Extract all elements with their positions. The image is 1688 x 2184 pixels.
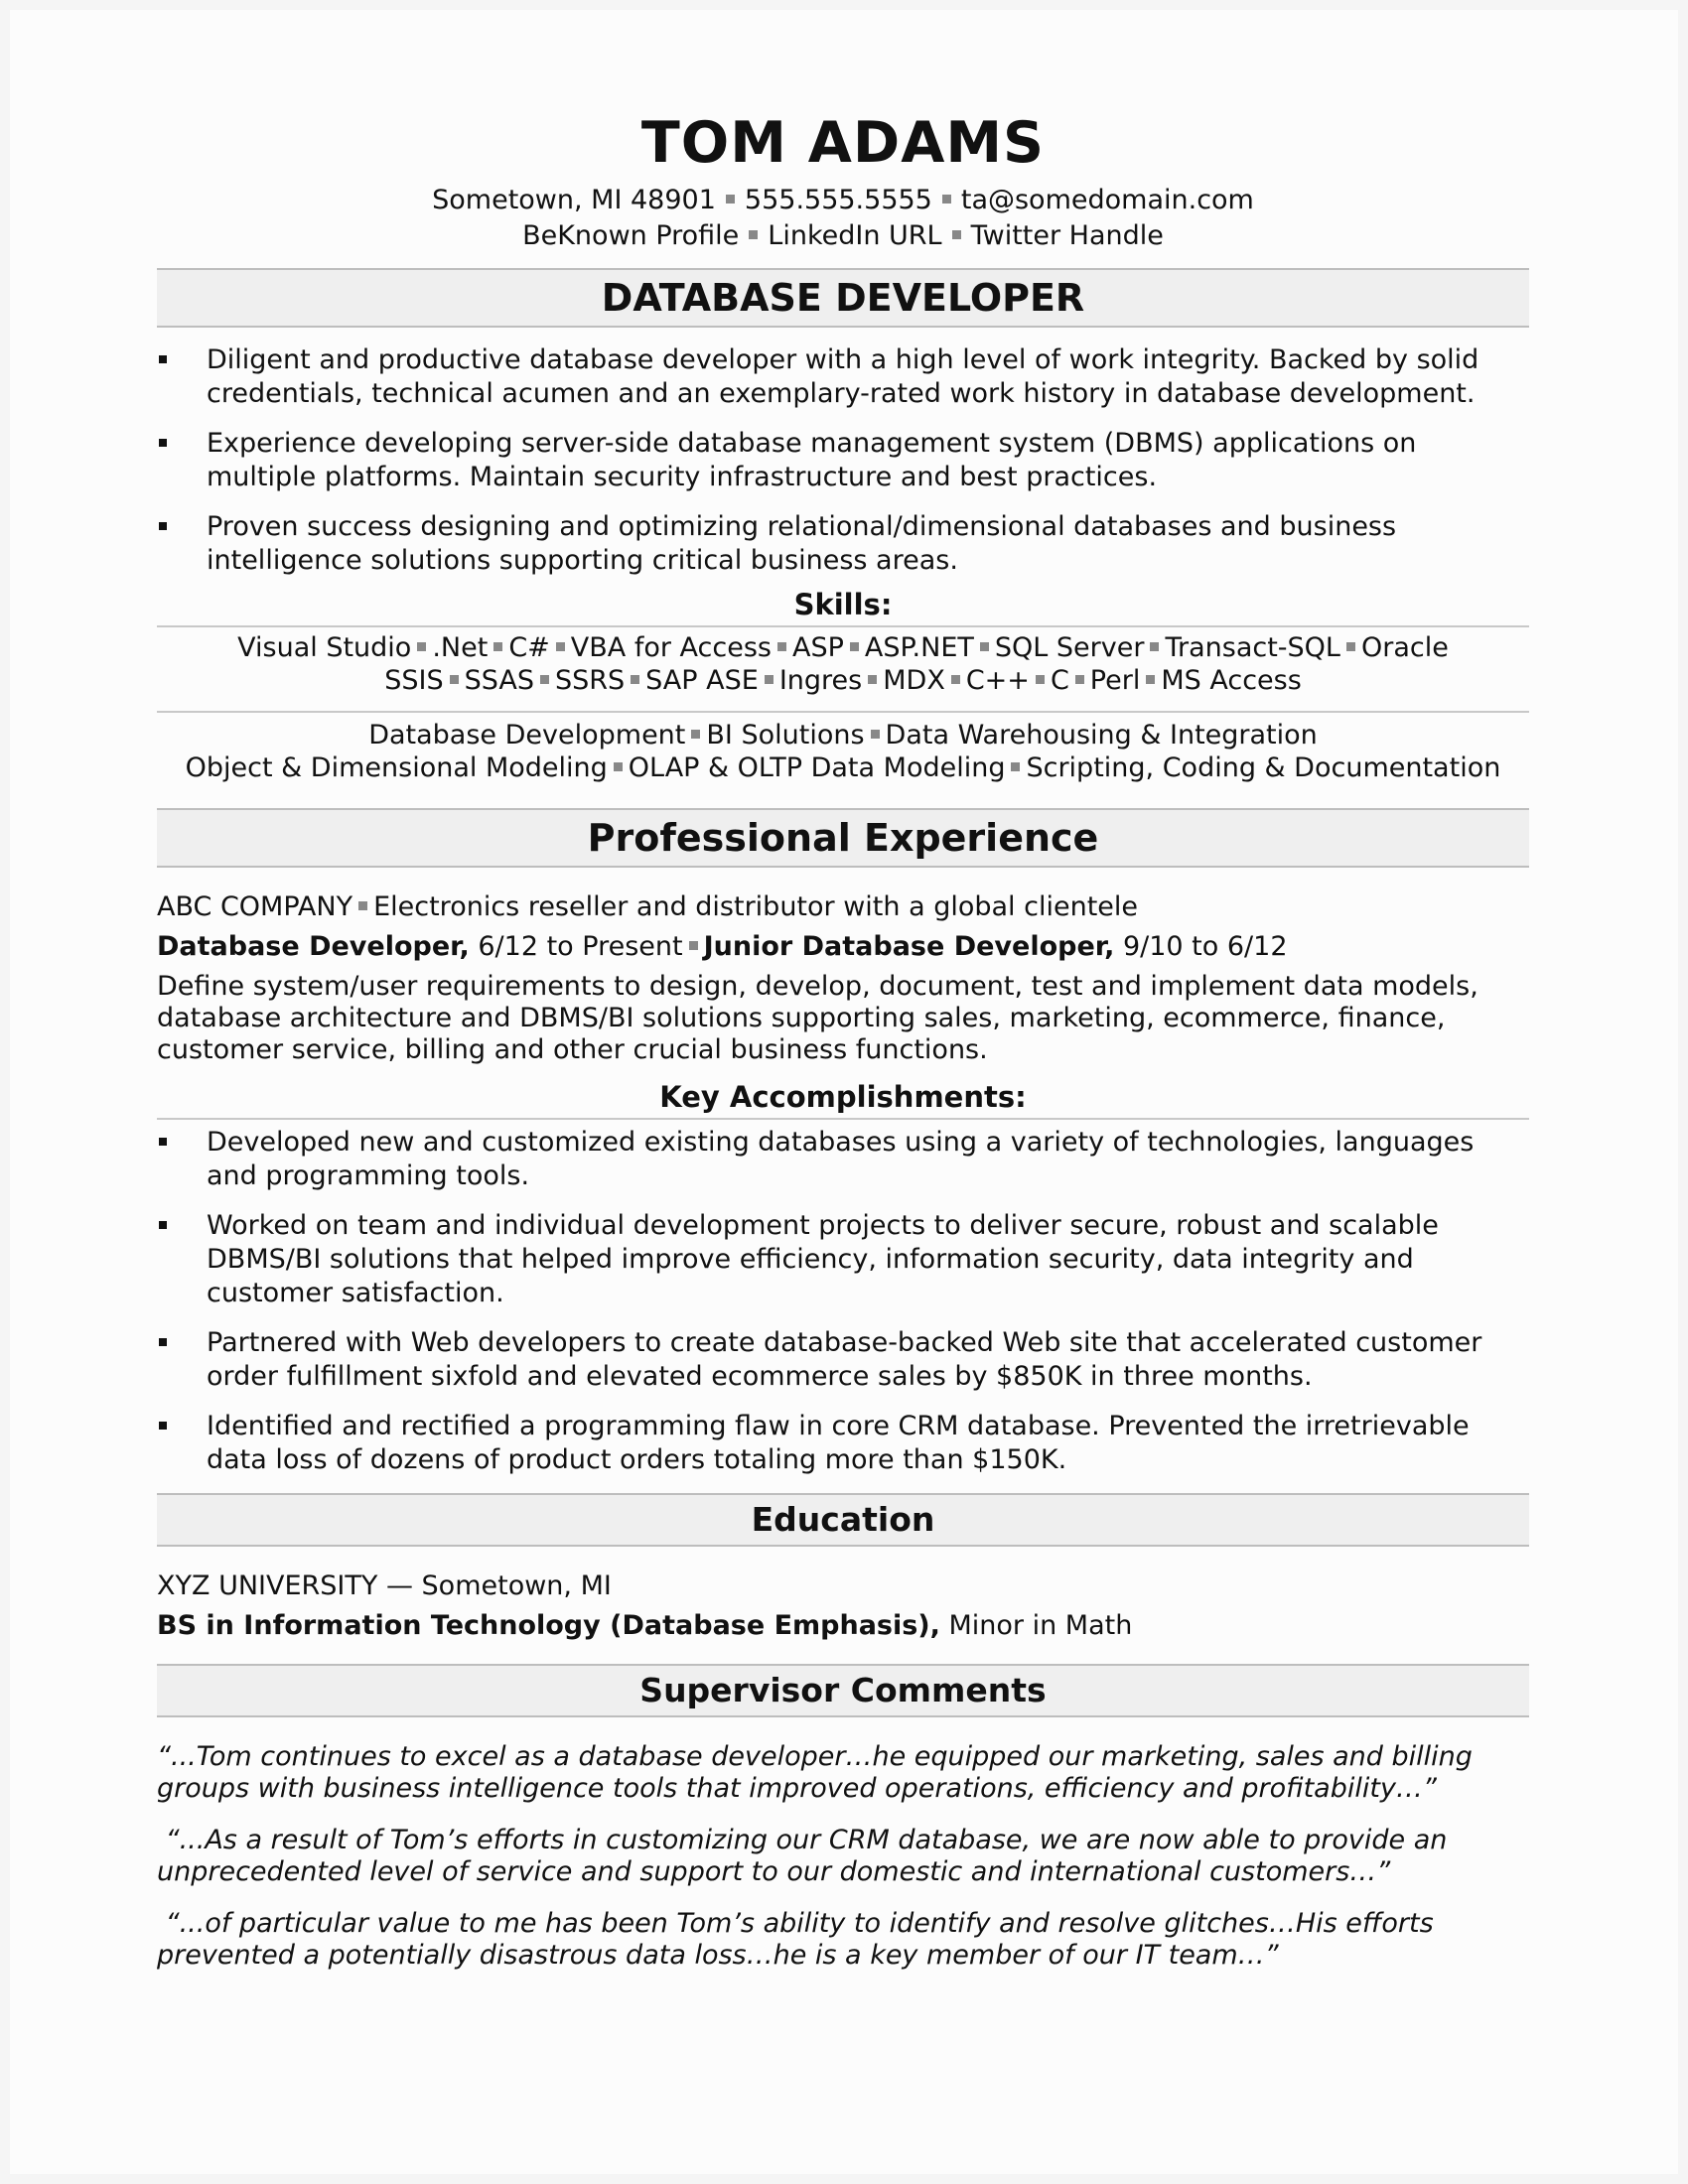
list-item-text: Object & Dimensional Modeling: [185, 752, 608, 783]
list-item-text: ASP.NET: [864, 632, 974, 663]
bullet-icon: [159, 439, 167, 447]
phone: 555.555.5555: [744, 185, 932, 215]
list-item-text: Partnered with Web developers to create database-backed Web site that accelerated customer order fulfillment sixfold and elevated ecommerce sales by $850K in three months.: [207, 1327, 1482, 1392]
skills-tech-line-1: [157, 631, 1529, 664]
skills-areas-line-1: [157, 719, 1529, 751]
contact-line-1: [157, 183, 1529, 218]
separator-square-icon: [614, 762, 623, 771]
accomplishment-item: [157, 1410, 1529, 1477]
skills-tech-line-2: [157, 664, 1529, 697]
company-line: [157, 891, 1529, 923]
school-line: XYZ UNIVERSITY — Sometown, MI: [157, 1570, 612, 1601]
separator-square-icon: [850, 642, 859, 651]
list-item-text: OLAP & OLTP Data Modeling: [628, 752, 1006, 783]
job-title-band: DATABASE DEVELOPER: [157, 268, 1529, 328]
section-heading-experience: Professional Experience: [157, 808, 1529, 868]
list-item-text: .Net: [432, 632, 489, 663]
resume-page: [10, 10, 1678, 2174]
separator-square-icon: [493, 642, 502, 651]
section-heading-education: Education: [157, 1493, 1529, 1547]
list-item-text: Scripting, Coding & Documentation: [1026, 752, 1501, 783]
separator-square-icon: [1011, 762, 1020, 771]
accomplishments-heading: Key Accomplishments:: [659, 1080, 1027, 1114]
section-heading-comments: Supervisor Comments: [157, 1664, 1529, 1717]
divider: [157, 625, 1529, 627]
accomplishment-item: [157, 1209, 1529, 1310]
separator-square-icon: [691, 730, 700, 739]
summary-item: [157, 427, 1529, 494]
bullet-icon: [159, 522, 167, 530]
separator-square-icon: [749, 230, 758, 239]
list-item-text: MDX: [883, 665, 945, 696]
separator-square-icon: [689, 941, 698, 950]
separator-square-icon: [765, 675, 774, 684]
separator-square-icon: [450, 675, 459, 684]
separator-square-icon: [1346, 642, 1355, 651]
list-item-text: Worked on team and individual development projects to deliver secure, robust and scalable DBMS/BI solutions that helped improve efficiency, information security, data integrity and customer satisfaction.: [207, 1210, 1439, 1308]
separator-square-icon: [1150, 642, 1159, 651]
bullet-icon: [159, 355, 167, 363]
email: ta@somedomain.com: [960, 185, 1254, 215]
address: Sometown, MI 48901: [432, 185, 716, 215]
list-item-text: Developed new and customized existing databases using a variety of technologies, languages and programming tools.: [207, 1127, 1475, 1191]
list-item-text: SSAS: [464, 665, 534, 696]
separator-square-icon: [631, 675, 639, 684]
role-description: Define system/user requirements to design, develop, document, test and implement data models, database architecture and DBMS/BI solutions supporting sales, marketing, ecommerce, finance, customer service, billing and other crucial business functions.: [157, 971, 1478, 1065]
list-item-text: Proven success designing and optimizing relational/dimensional databases and business intelligence solutions supporting critical business areas.: [207, 511, 1397, 576]
bullet-icon: [159, 1338, 167, 1346]
separator-square-icon: [777, 642, 786, 651]
separator-square-icon: [556, 642, 565, 651]
list-item-text: Oracle: [1360, 632, 1449, 663]
divider: [157, 1118, 1529, 1120]
separator-square-icon: [871, 730, 880, 739]
separator-square-icon: [1075, 675, 1084, 684]
summary-list: [157, 343, 1529, 578]
divider: [157, 711, 1529, 713]
list-item-text: Database Development: [368, 720, 686, 751]
accomplishments-list: [157, 1126, 1529, 1477]
separator-square-icon: [942, 195, 951, 204]
separator-square-icon: [951, 675, 960, 684]
separator-square-icon: [540, 675, 549, 684]
list-item-text: C#: [508, 632, 550, 663]
list-item-text: VBA for Access: [570, 632, 772, 663]
role-dates: 6/12 to Present: [478, 931, 683, 962]
company-description: Electronics reseller and distributor with a global clientele: [373, 891, 1139, 922]
supervisor-quote: “...of particular value to me has been Tom’s ability to identify and resolve glitches…His efforts prevented a potentially disastrous data loss…he is a key member of our IT team…”: [157, 1908, 1443, 1971]
separator-square-icon: [952, 230, 961, 239]
list-item-text: Experience developing server-side database management system (DBMS) applications on multiple platforms. Maintain security infrastructure and best practices.: [207, 428, 1417, 492]
linkedin-url: LinkedIn URL: [768, 220, 942, 251]
summary-item: [157, 343, 1529, 411]
contact-line-2: [157, 218, 1529, 254]
list-item-text: SSRS: [554, 665, 626, 696]
list-item-text: Ingres: [778, 665, 863, 696]
role-title: Junior Database Developer,: [703, 931, 1115, 962]
beknown-profile: BeKnown Profile: [522, 220, 740, 251]
list-item-text: Diligent and productive database developer with a high level of work integrity. Backed by solid credentials, technical acumen and an exemplary-rated work history in database development.: [207, 344, 1479, 409]
list-item-text: SQL Server: [994, 632, 1145, 663]
accomplishment-item: [157, 1326, 1529, 1394]
bullet-icon: [159, 1422, 167, 1430]
degree: BS in Information Technology (Database Emphasis),: [157, 1610, 940, 1641]
separator-square-icon: [1146, 675, 1155, 684]
list-item-text: ASP: [791, 632, 844, 663]
list-item-text: Data Warehousing & Integration: [885, 720, 1318, 751]
separator-square-icon: [980, 642, 989, 651]
minor: Minor in Math: [948, 1610, 1133, 1641]
list-item-text: BI Solutions: [706, 720, 865, 751]
list-item-text: MS Access: [1161, 665, 1302, 696]
company-name: ABC COMPANY: [157, 891, 353, 922]
list-item-text: Transact-SQL: [1165, 632, 1340, 663]
separator-square-icon: [1036, 675, 1045, 684]
skills-areas-line-2: [157, 751, 1529, 784]
bullet-icon: [159, 1138, 167, 1146]
separator-square-icon: [726, 195, 735, 204]
separator-square-icon: [358, 901, 367, 910]
list-item-text: Identified and rectified a programming flaw in core CRM database. Prevented the irretrievable data loss of dozens of product orders totaling more than $150K.: [207, 1411, 1470, 1475]
bullet-icon: [159, 1221, 167, 1229]
list-item-text: SAP ASE: [645, 665, 759, 696]
twitter-handle: Twitter Handle: [970, 220, 1164, 251]
list-item-text: C: [1050, 665, 1069, 696]
skills-heading: Skills:: [793, 588, 893, 621]
degree-line: [157, 1610, 1529, 1642]
summary-item: [157, 510, 1529, 578]
separator-square-icon: [868, 675, 877, 684]
list-item-text: SSIS: [384, 665, 444, 696]
resume-content: [157, 10, 1529, 1972]
separator-square-icon: [417, 642, 426, 651]
accomplishment-item: [157, 1126, 1529, 1193]
supervisor-quote: “...As a result of Tom’s efforts in customizing our CRM database, we are now able to provide an unprecedented level of service and support to our domestic and international customers…”: [157, 1825, 1456, 1887]
list-item-text: C++: [965, 665, 1030, 696]
role-dates: 9/10 to 6/12: [1122, 931, 1288, 962]
candidate-name: TOM ADAMS: [640, 110, 1046, 176]
supervisor-quote: “...Tom continues to excel as a database developer…he equipped our marketing, sales and billing groups with business intelligence tools that improved operations, efficiency and profitability…”: [157, 1741, 1473, 1804]
list-item-text: Perl: [1089, 665, 1141, 696]
list-item-text: Visual Studio: [237, 632, 412, 663]
roles-line: [157, 931, 1529, 963]
role-title: Database Developer,: [157, 931, 470, 962]
